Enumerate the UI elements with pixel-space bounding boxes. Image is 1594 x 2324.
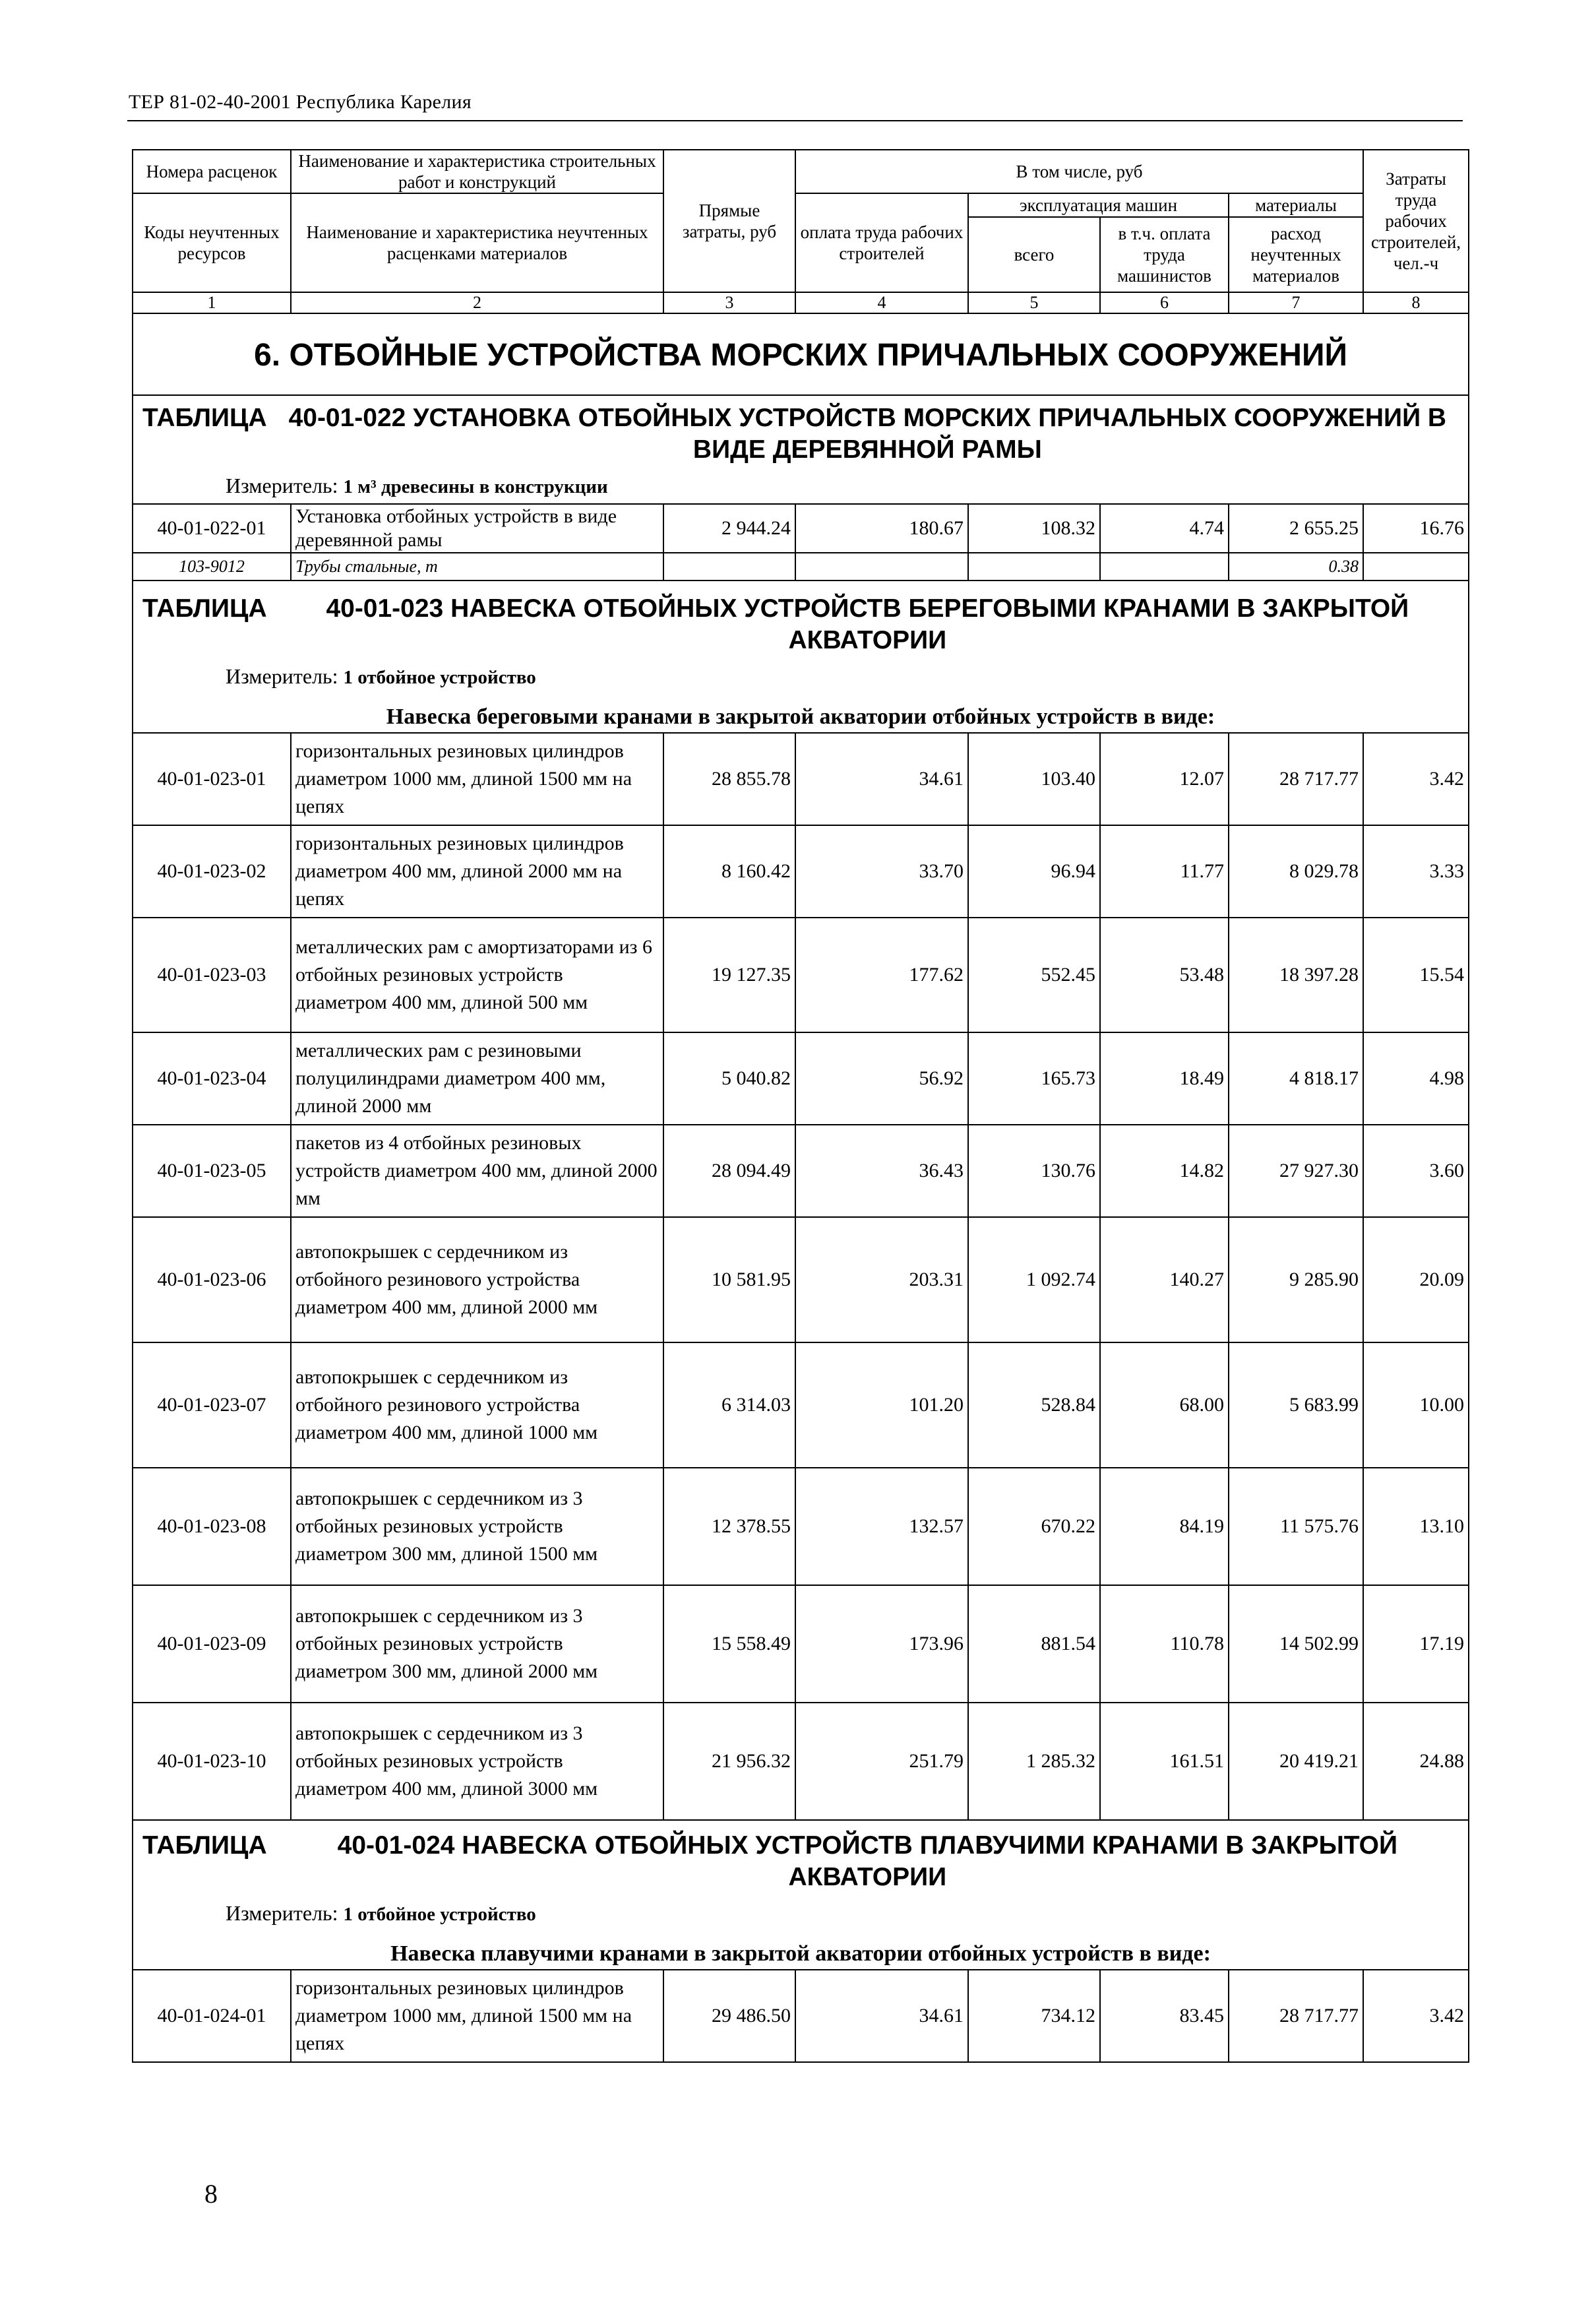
labor-wages: 177.62 [795, 918, 968, 1032]
machines-total: 103.40 [968, 733, 1100, 825]
meter-value: 1 отбойное устройство [343, 1904, 536, 1925]
operators-wages: 18.49 [1100, 1032, 1229, 1125]
rate-code: 40-01-023-03 [133, 918, 291, 1032]
table-row [133, 918, 1469, 1032]
resource-code: 103-9012 [133, 553, 291, 581]
table-subheading: Навеска береговыми кранами в закрытой акватории отбойных устройств в виде: [133, 694, 1469, 733]
work-name: горизонтальных резиновых цилиндров диаметром 1000 мм, длиной 1500 мм на цепях [291, 1970, 663, 2062]
labor-hours: 4.98 [1363, 1032, 1469, 1125]
materials-cost: 5 683.99 [1229, 1342, 1363, 1468]
work-name: автопокрышек с сердечником из 3 отбойных резиновых устройств диаметром 300 мм, длиной 1500 мм [291, 1468, 663, 1585]
materials-cost: 2 655.25 [1229, 504, 1363, 553]
meter-label: Измеритель: [226, 1901, 338, 1925]
rate-code: 40-01-023-01 [133, 733, 291, 825]
labor-hours: 3.33 [1363, 825, 1469, 918]
rate-code: 40-01-023-02 [133, 825, 291, 918]
labor-wages: 33.70 [795, 825, 968, 918]
work-name: горизонтальных резиновых цилиндров диаметром 1000 мм, длиной 1500 мм на цепях [291, 733, 663, 825]
operators-wages: 84.19 [1100, 1468, 1229, 1585]
table-title-block [133, 581, 1469, 662]
labor-hours: 15.54 [1363, 918, 1469, 1032]
materials-cost: 11 575.76 [1229, 1468, 1363, 1585]
direct-costs: 8 160.42 [663, 825, 795, 918]
resource-row [133, 553, 1469, 581]
operators-wages: 12.07 [1100, 733, 1229, 825]
table-title-block [133, 395, 1469, 471]
meter-line [133, 662, 1469, 694]
section-6 [133, 313, 1469, 395]
direct-costs: 12 378.55 [663, 1468, 795, 1585]
labor-hours: 16.76 [1363, 504, 1469, 553]
materials-cost: 18 397.28 [1229, 918, 1363, 1032]
rate-code: 40-01-023-09 [133, 1585, 291, 1703]
direct-costs: 10 581.95 [663, 1217, 795, 1342]
table-title: 40-01-022 УСТАНОВКА ОТБОЙНЫХ УСТРОЙСТВ МОРСКИХ ПРИЧАЛЬНЫХ СООРУЖЕНИЙ В ВИДЕ ДЕРЕВЯННОЙ РАМЫ [288, 404, 1447, 464]
machines-total: 734.12 [968, 1970, 1100, 2062]
materials-header: материалы [1229, 193, 1363, 217]
meter-value: 1 отбойное устройство [343, 667, 536, 688]
meter-label: Измеритель: [226, 664, 338, 688]
column-number: 3 [663, 292, 795, 313]
rates-table [132, 149, 1469, 2063]
direct-costs: 28 094.49 [663, 1125, 795, 1217]
table-row [133, 1970, 1469, 2062]
table-title: 40-01-023 НАВЕСКА ОТБОЙНЫХ УСТРОЙСТВ БЕРЕГОВЫМИ КРАНАМИ В ЗАКРЫТОЙ АКВАТОРИИ [326, 594, 1409, 654]
materials-cost: 27 927.30 [1229, 1125, 1363, 1217]
materials-cost: 9 285.90 [1229, 1217, 1363, 1342]
table-row [133, 733, 1469, 825]
table-title: 40-01-024 НАВЕСКА ОТБОЙНЫХ УСТРОЙСТВ ПЛАВУЧИМИ КРАНАМИ В ЗАКРЫТОЙ АКВАТОРИИ [337, 1831, 1398, 1891]
table-row [133, 1342, 1469, 1468]
meter-label: Измеритель: [226, 474, 338, 497]
direct-costs: 2 944.24 [663, 504, 795, 553]
column-number: 8 [1363, 292, 1469, 313]
page-number: 8 [204, 2179, 218, 2209]
labor-wages: 56.92 [795, 1032, 968, 1125]
column-number: 4 [795, 292, 968, 313]
section-title: 6. ОТБОЙНЫЕ УСТРОЙСТВА МОРСКИХ ПРИЧАЛЬНЫХ СООРУЖЕНИЙ [133, 313, 1469, 395]
labor-wages: 36.43 [795, 1125, 968, 1217]
running-header: ТЕР 81-02-40-2001 Республика Карелия [129, 91, 472, 113]
labor-wages: 132.57 [795, 1468, 968, 1585]
rate-code: 40-01-023-04 [133, 1032, 291, 1125]
col2-header-bottom: Наименование и характеристика неучтенных расценками материалов [291, 193, 663, 292]
direct-costs: 5 040.82 [663, 1032, 795, 1125]
table-head [133, 150, 1469, 313]
col3-header: Прямые затраты, руб [663, 150, 795, 292]
table-label: ТАБЛИЦА [142, 1831, 267, 1860]
materials-cost: 28 717.77 [1229, 1970, 1363, 2062]
work-name: Установка отбойных устройств в виде деревянной рамы [291, 504, 663, 553]
operators-wages: 68.00 [1100, 1342, 1229, 1468]
operators-wages: 4.74 [1100, 504, 1229, 553]
machines-total: 1 285.32 [968, 1703, 1100, 1820]
work-name: автопокрышек с сердечником из отбойного резинового устройства диаметром 400 мм, длиной 1000 мм [291, 1342, 663, 1468]
labor-hours: 20.09 [1363, 1217, 1469, 1342]
operators-wages: 161.51 [1100, 1703, 1229, 1820]
operators-wages: 11.77 [1100, 825, 1229, 918]
labor-wages: 101.20 [795, 1342, 968, 1468]
rate-code: 40-01-024-01 [133, 1970, 291, 2062]
table-row [133, 1032, 1469, 1125]
operators-wages: 110.78 [1100, 1585, 1229, 1703]
direct-costs: 21 956.32 [663, 1703, 795, 1820]
direct-costs: 6 314.03 [663, 1342, 795, 1468]
col5-header: всего [968, 217, 1100, 292]
direct-costs: 29 486.50 [663, 1970, 795, 2062]
work-name: металлических рам с амортизаторами из 6 отбойных резиновых устройств диаметром 400 мм, длиной 500 мм [291, 918, 663, 1032]
table-row [133, 825, 1469, 918]
direct-costs: 15 558.49 [663, 1585, 795, 1703]
machines-total: 130.76 [968, 1125, 1100, 1217]
machines-total: 552.45 [968, 918, 1100, 1032]
direct-costs: 28 855.78 [663, 733, 795, 825]
operators-wages: 83.45 [1100, 1970, 1229, 2062]
table-subheading: Навеска плавучими кранами в закрытой акватории отбойных устройств в виде: [133, 1931, 1469, 1970]
work-name: автопокрышек с сердечником из 3 отбойных резиновых устройств диаметром 300 мм, длиной 2000 мм [291, 1585, 663, 1703]
col1-header-top: Номера расценок [133, 150, 291, 193]
work-name: горизонтальных резиновых цилиндров диаметром 400 мм, длиной 2000 мм на цепях [291, 825, 663, 918]
labor-hours: 3.42 [1363, 1970, 1469, 2062]
table-row [133, 1585, 1469, 1703]
machines-total: 165.73 [968, 1032, 1100, 1125]
column-number: 5 [968, 292, 1100, 313]
table-40-01-022 [133, 395, 1469, 581]
direct-costs: 19 127.35 [663, 918, 795, 1032]
rate-code: 40-01-023-05 [133, 1125, 291, 1217]
header-rule [127, 120, 1463, 121]
machines-total: 108.32 [968, 504, 1100, 553]
materials-cost: 20 419.21 [1229, 1703, 1363, 1820]
col2-header-top: Наименование и характеристика строительных работ и конструкций [291, 150, 663, 193]
labor-wages: 203.31 [795, 1217, 968, 1342]
meter-value: 1 м³ древесины в конструкции [343, 476, 608, 497]
column-number: 2 [291, 292, 663, 313]
col7-header: расход неучтенных материалов [1229, 217, 1363, 292]
labor-wages: 180.67 [795, 504, 968, 553]
materials-cost: 28 717.77 [1229, 733, 1363, 825]
rate-code: 40-01-022-01 [133, 504, 291, 553]
operators-wages: 53.48 [1100, 918, 1229, 1032]
table-row [133, 1703, 1469, 1820]
operators-wages: 140.27 [1100, 1217, 1229, 1342]
labor-hours: 3.60 [1363, 1125, 1469, 1217]
column-numbers-row [133, 292, 1469, 313]
column-number: 7 [1229, 292, 1363, 313]
materials-cost: 8 029.78 [1229, 825, 1363, 918]
table-row [133, 504, 1469, 553]
labor-hours: 17.19 [1363, 1585, 1469, 1703]
labor-hours: 10.00 [1363, 1342, 1469, 1468]
operators-wages: 14.82 [1100, 1125, 1229, 1217]
machines-total: 96.94 [968, 825, 1100, 918]
machines-total: 881.54 [968, 1585, 1100, 1703]
table-40-01-023 [133, 581, 1469, 1820]
rate-code: 40-01-023-06 [133, 1217, 291, 1342]
work-name: автопокрышек с сердечником из 3 отбойных резиновых устройств диаметром 400 мм, длиной 3000 мм [291, 1703, 663, 1820]
table-title-block [133, 1820, 1469, 1899]
col4-header: оплата труда рабочих строителей [795, 193, 968, 292]
table-row [133, 1125, 1469, 1217]
meter-line [133, 1899, 1469, 1931]
column-number: 6 [1100, 292, 1229, 313]
work-name: пакетов из 4 отбойных резиновых устройств диаметром 400 мм, длиной 2000 мм [291, 1125, 663, 1217]
labor-hours: 24.88 [1363, 1703, 1469, 1820]
labor-wages: 34.61 [795, 733, 968, 825]
rate-code: 40-01-023-10 [133, 1703, 291, 1820]
rate-code: 40-01-023-07 [133, 1342, 291, 1468]
col8-header: Затраты труда рабочих строителей, чел.-ч [1363, 150, 1469, 292]
labor-wages: 173.96 [795, 1585, 968, 1703]
resource-name: Трубы стальные, т [291, 553, 663, 581]
table-row [133, 1468, 1469, 1585]
meter-line [133, 471, 1469, 504]
table-row [133, 1217, 1469, 1342]
resource-quantity: 0.38 [1229, 553, 1363, 581]
labor-wages: 251.79 [795, 1703, 968, 1820]
labor-hours: 3.42 [1363, 733, 1469, 825]
machines-total: 1 092.74 [968, 1217, 1100, 1342]
machines-total: 528.84 [968, 1342, 1100, 1468]
machines-header: эксплуатация машин [968, 193, 1229, 217]
labor-wages: 34.61 [795, 1970, 968, 2062]
work-name: металлических рам с резиновыми полуцилиндрами диаметром 400 мм, длиной 2000 мм [291, 1032, 663, 1125]
table-label: ТАБЛИЦА [142, 594, 267, 623]
labor-hours: 13.10 [1363, 1468, 1469, 1585]
column-number: 1 [133, 292, 291, 313]
col1-header-bottom: Коды неучтенных ресурсов [133, 193, 291, 292]
materials-cost: 14 502.99 [1229, 1585, 1363, 1703]
col6-header: в т.ч. оплата труда машинистов [1100, 217, 1229, 292]
rate-code: 40-01-023-08 [133, 1468, 291, 1585]
materials-cost: 4 818.17 [1229, 1032, 1363, 1125]
machines-total: 670.22 [968, 1468, 1100, 1585]
work-name: автопокрышек с сердечником из отбойного резинового устройства диаметром 400 мм, длиной 2000 мм [291, 1217, 663, 1342]
table-label: ТАБЛИЦА [142, 404, 267, 432]
in-total-header: В том числе, руб [795, 150, 1363, 193]
table-40-01-024 [133, 1820, 1469, 2062]
